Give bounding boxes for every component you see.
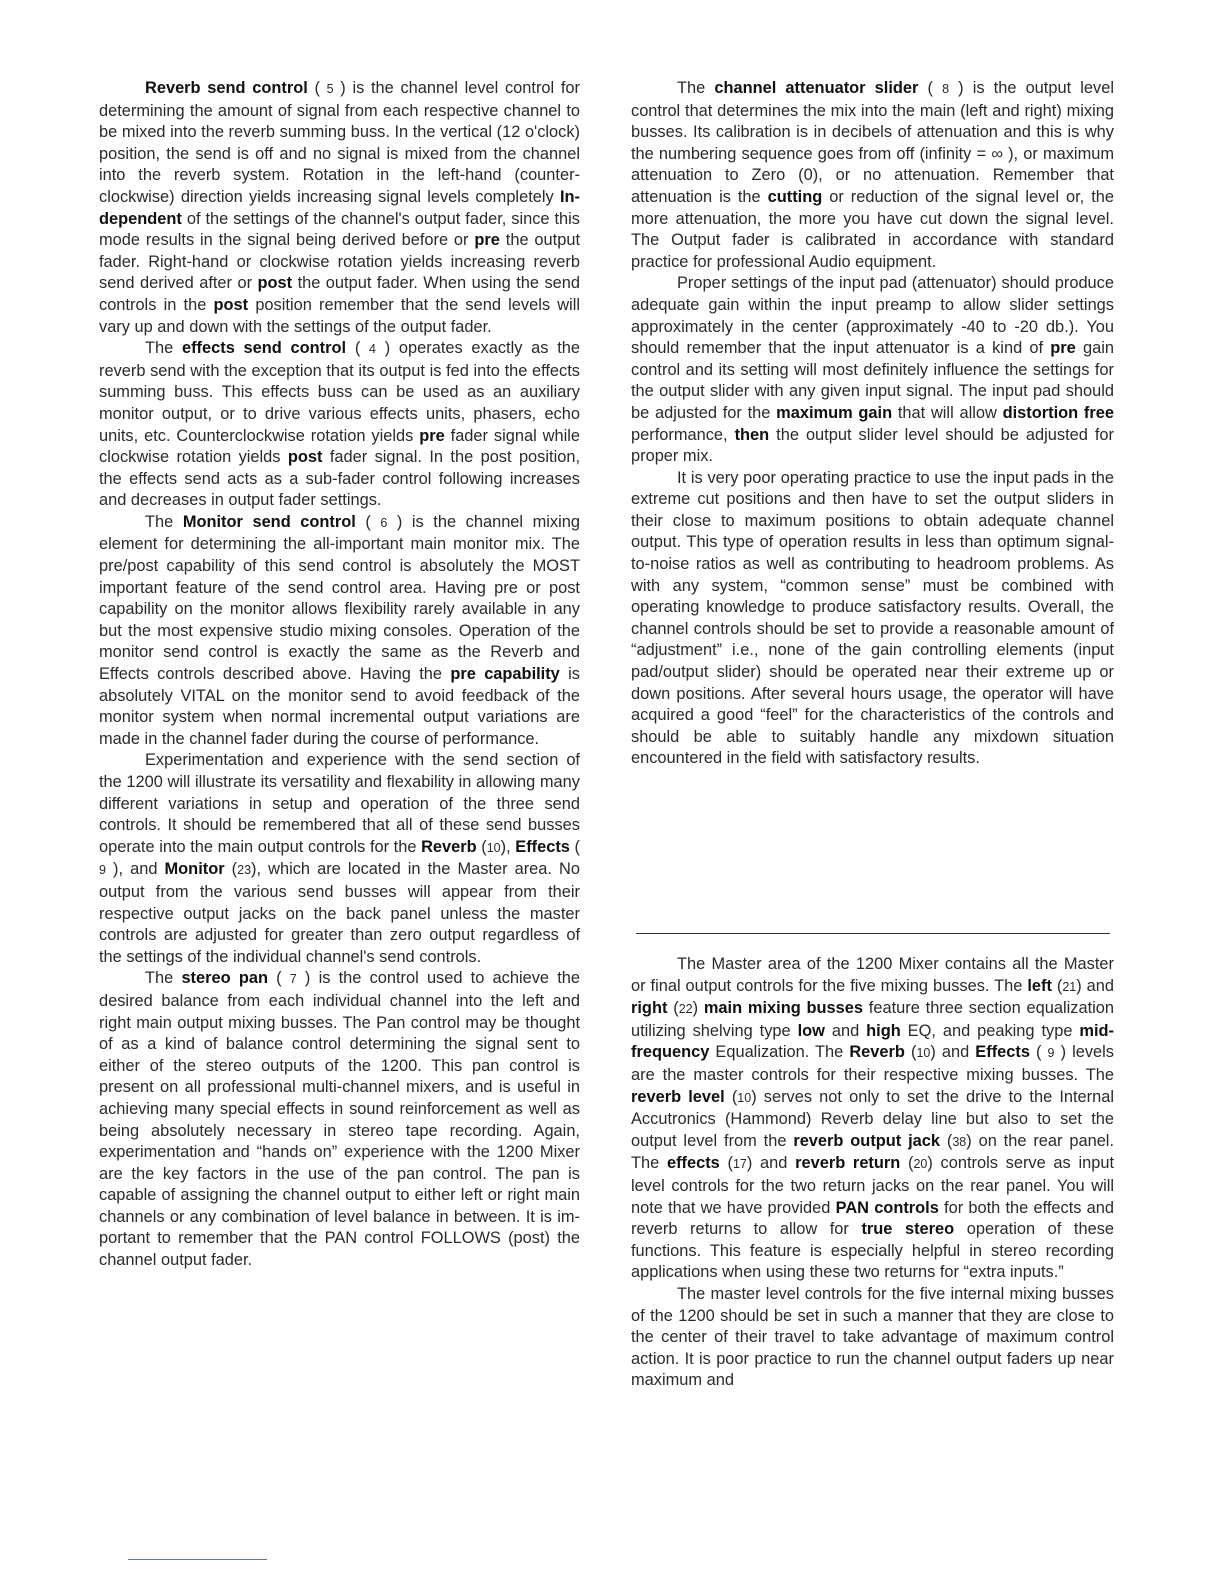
text-run: is absolutely VITAL on the monitor send to avoid feedback of the monitor system when normal incremental output variations are made in the channel fader during the course of performance. xyxy=(99,665,580,748)
bold-term: effects xyxy=(666,1154,720,1173)
text-run: ) controls serve as input level controls for the two return jacks on the rear panel. You will note that we have provided xyxy=(631,1154,1114,1217)
text-run: ), and xyxy=(105,860,165,879)
text-run: feature three section equalization utilizing shelving type xyxy=(631,999,1115,1040)
paragraph-master-level xyxy=(631,1284,1114,1392)
control-reference-number: 21 xyxy=(1062,979,1077,994)
text-run: The xyxy=(145,512,183,531)
text-run: ) serves not only to set the drive to the Internal Accutronics (Hammond) Reverb delay line but also to set the output level from the xyxy=(631,1087,1115,1150)
paragraph-input-pad xyxy=(631,273,1114,467)
control-reference-number: 22 xyxy=(678,1002,693,1017)
bold-term: PAN controls xyxy=(835,1198,939,1217)
text-run: or reduction of the signal level or, the more attenuation, the more you have cut down the signal level. The Output fader is calibrated in accordance with standard practice for professional Audio equipment. xyxy=(631,187,1114,271)
text-run: ) xyxy=(692,999,704,1018)
text-run: ( xyxy=(307,79,327,97)
bold-term: distortion free xyxy=(1002,403,1114,422)
bold-term: stereo pan xyxy=(181,969,268,988)
right-column-bottom xyxy=(631,954,1114,1392)
bold-term: left xyxy=(1027,976,1052,995)
paragraph-master-area xyxy=(631,954,1114,1284)
text-run: ) and xyxy=(930,1043,976,1062)
text-run: and xyxy=(824,1021,867,1040)
bold-term: reverb output jack xyxy=(793,1131,941,1150)
text-run: ( xyxy=(224,860,238,879)
text-run: position remember that the send levels will vary up and down with the settings of the output fader. xyxy=(99,295,580,336)
text-run: ) on the rear panel. The xyxy=(631,1131,1115,1173)
text-run: The xyxy=(145,339,182,358)
text-run: ( xyxy=(346,339,370,358)
text-run: ( xyxy=(1051,976,1063,995)
bold-term: cutting xyxy=(767,187,823,206)
text-run: The master level controls for the five internal mixing busses of the 1200 should be set in such a manner that they are close to the center of their travel to take advantage of maximum control action. It is poor practice to run the channel output faders up near maximum and xyxy=(631,1284,1114,1390)
text-run: ) is the channel level control for determining the amount of signal from each respective channel to be mixed into the reverb summing buss. In the vertical (12 o'clock) position, the send is off and no signal is mixed from the channel into the reverb system. Rotation in the left-hand (counter-clockwise) direction yields increasing signal levels completely xyxy=(99,79,581,206)
text-run: ), xyxy=(500,837,516,856)
text-run: the output fader. Right-hand or clockwise rotation yields increasing reverb send derived after or xyxy=(99,231,581,293)
bold-term: pre xyxy=(1050,339,1076,358)
bold-term: post xyxy=(287,448,323,467)
text-run: It is very poor operating practice to use the input pads in the extreme cut positions and then have to set the output sliders in their close to maximum positions to obtain adequate channel output. This type of operation results in less than optimum signal-to-noise ratios as well as contributing to headroom problems. As with any system, “common sense” must be combined with operating knowledge to produce satisfactory results. Overall, the channel controls should be set to provide a reasonable amount of “adjustment” i.e., none of the gain controlling elements (input pad/output slider) should be operated near their extreme up or down positions. After several hours usage, the operator will have acquired a good “feel” for the characteristics of the controls and should be able to suitably handle any mixdown situation encountered in the field with satisfactory results. xyxy=(631,468,1114,768)
paragraph-channel-attenuator xyxy=(631,78,1114,273)
text-run: ( xyxy=(918,79,943,97)
text-run: ( xyxy=(1029,1043,1048,1062)
bold-term: reverb level xyxy=(631,1087,725,1106)
text-run: ( xyxy=(940,1131,953,1150)
bold-term: pre xyxy=(474,231,500,250)
text-run: ) operates exactly as the reverb send with the exception that its output is fed into the effects summing buss. This effects buss can be used as an auxiliary monitor output, or to drive various effects units, phasers, echo units, etc. Counterclockwise rotation yields xyxy=(99,339,580,445)
bold-term: effects send control xyxy=(181,339,347,358)
control-reference-number: 9 xyxy=(1047,1046,1055,1061)
bold-term: midfrequency xyxy=(631,1021,1114,1062)
bold-term: Effects xyxy=(975,1043,1030,1062)
text-run: ( xyxy=(267,969,290,988)
text-run: ) is the channel mixing element for determining the all-important main monitor mix. The pre/post capability of this send control is absolutely the MOST important feature of the send control area. Having pre or post capability on the monitor allows flexibility rarely available in any but the most expensive studio mixing consoles. Operation of the monitor send control is exactly the same as the Reverb and Effects controls described above. Having the xyxy=(99,512,580,684)
footer-rule xyxy=(128,1559,267,1560)
text-run: Proper settings of the input pad (attenuator) should produce adequate gain within the input preamp to allow slider settings approximately in the center (approximately -40 to -20 db.). You should remember that the input attenuator is a kind of xyxy=(631,274,1114,358)
text-run: ), which are located in the Master area. No output from the various send busses will appear from their respective output jacks on the back panel unless the master controls are adjusted for greater than zero output regardless of the settings of the individual channel's send controls. xyxy=(99,860,580,966)
section-divider xyxy=(636,933,1110,934)
bold-term: post xyxy=(213,295,249,314)
bold-term: Monitor xyxy=(164,860,225,879)
text-run: the output slider level should be adjusted for proper mix. xyxy=(631,425,1114,466)
control-reference-number: 23 xyxy=(237,863,252,878)
text-run: The xyxy=(145,969,182,988)
control-reference-number: 6 xyxy=(380,515,388,530)
control-reference-number: 38 xyxy=(952,1134,967,1149)
control-reference-number: 20 xyxy=(913,1157,928,1172)
text-run: Experimentation and experience with the send section of the 1200 will illustrate its versatility and flexability in allowing many different variations in setup and operation of the three send controls. It should be remembered that all of these send busses operate into the main output controls for the xyxy=(99,751,580,856)
bold-term: true stereo xyxy=(861,1220,955,1239)
text-run: ) levels are the master controls for their respective mixing busses. The xyxy=(631,1043,1114,1084)
bold-term: Independent xyxy=(99,187,580,228)
text-run: fader signal while clockwise rotation yields xyxy=(99,426,580,467)
bold-term: pre xyxy=(419,426,445,445)
bold-term: main mixing busses xyxy=(703,999,864,1018)
text-run: operation of these functions. This feature is especially helpful in stereo recording applications when using these two returns for “extra inputs.” xyxy=(631,1220,1114,1282)
text-run: performance, xyxy=(631,425,735,444)
text-run: ( xyxy=(904,1043,917,1062)
text-run: ( xyxy=(900,1154,914,1173)
paragraph-effects-send xyxy=(99,338,580,512)
bold-term: post xyxy=(257,274,293,293)
paragraph-reverb-send xyxy=(99,78,580,338)
control-reference-number: 10 xyxy=(916,1046,931,1061)
bold-term: channel attenuator slider xyxy=(714,79,919,97)
text-run: that will allow xyxy=(892,403,1003,422)
bold-term: Reverb xyxy=(849,1043,905,1062)
paragraph-monitor-send xyxy=(99,512,580,751)
paragraph-send-experimentation xyxy=(99,750,580,968)
text-run: The xyxy=(677,79,715,97)
control-reference-number: 5 xyxy=(326,82,334,96)
control-reference-number: 10 xyxy=(737,1090,752,1105)
bold-term: Effects xyxy=(515,837,570,856)
text-run: ( xyxy=(476,837,487,856)
text-run: ( xyxy=(355,512,381,531)
left-column xyxy=(99,78,580,1272)
bold-term: maximum gain xyxy=(776,403,893,422)
bold-term: reverb return xyxy=(795,1154,901,1173)
paragraph-operating-practice xyxy=(631,468,1114,770)
text-run: The Master area of the 1200 Mixer contains all the Master or final output controls for the five mixing busses. The xyxy=(631,955,1114,995)
bold-term: then xyxy=(734,425,770,444)
text-run: gain control and its setting will most definitely influence the settings for the output slider with any given input signal. The input pad should be adjusted for the xyxy=(631,339,1114,422)
control-reference-number: 17 xyxy=(732,1157,747,1172)
text-run: the output fader. When using the send controls in the xyxy=(99,274,580,314)
text-run: ) is the output level control that determines the mix into the main (left and right) mixing busses. Its calibration is in decibels of attenuation and this is why the numbering sequence goes from off (infinity = ∞ ), or maximum attenuation to Zero (0), or no attenuation. Remember that attenuation is the xyxy=(631,79,1114,206)
text-run: fader signal. In the post position, the effects send acts as a sub-fader control following increases and decreases in output fader settings. xyxy=(99,448,580,510)
text-run: ( xyxy=(667,999,679,1018)
text-run: ) is the control used to achieve the desired balance from each individual channel into the left and right main output mixing busses. The Pan control may be thought of as a kind of balance control determining the signal sent to either of the stereo outputs of the 1200. This pan control is present on all professional multi-channel mixers, and is useful in achieving many special effects in sound reinforcement as well as being absolutely necessary in stereo tape recording. Again, experimentation and “hands on” experience with the 1200 Mixer are the key factors in the use of the pan control. The pan is capable of assigning the channel output to either left or right main channels or any combination of level balance in between. It is important to remember that the PAN control FOLLOWS (post) the channel output fader. xyxy=(99,969,580,1270)
bold-term: Monitor send control xyxy=(182,512,356,531)
bold-term: Reverb xyxy=(421,837,477,856)
control-reference-number: 9 xyxy=(99,863,106,878)
text-run: for both the effects and reverb returns to allow for xyxy=(631,1198,1114,1239)
text-run: ( xyxy=(569,837,580,856)
text-run: Equalization. The xyxy=(709,1043,850,1062)
text-run: ( xyxy=(719,1154,733,1173)
text-run: ) and xyxy=(746,1154,796,1173)
bold-term: Reverb send control xyxy=(145,79,308,97)
text-run: ) and xyxy=(1076,976,1115,995)
control-reference-number: 8 xyxy=(942,82,950,96)
text-run: EQ, and peaking type xyxy=(900,1021,1080,1040)
bold-term: high xyxy=(866,1021,901,1040)
right-column-top xyxy=(631,78,1114,770)
control-reference-number: 4 xyxy=(369,342,376,357)
bold-term: pre capability xyxy=(450,665,560,684)
control-reference-number: 10 xyxy=(486,840,501,855)
bold-term: right xyxy=(631,999,668,1018)
text-run: ( xyxy=(724,1087,738,1106)
text-run: of the settings of the channel's output fader, since this mode results in the signal being derived before or xyxy=(99,209,580,250)
paragraph-stereo-pan xyxy=(99,968,580,1271)
bold-term: low xyxy=(797,1021,825,1040)
control-reference-number: 7 xyxy=(289,972,297,987)
